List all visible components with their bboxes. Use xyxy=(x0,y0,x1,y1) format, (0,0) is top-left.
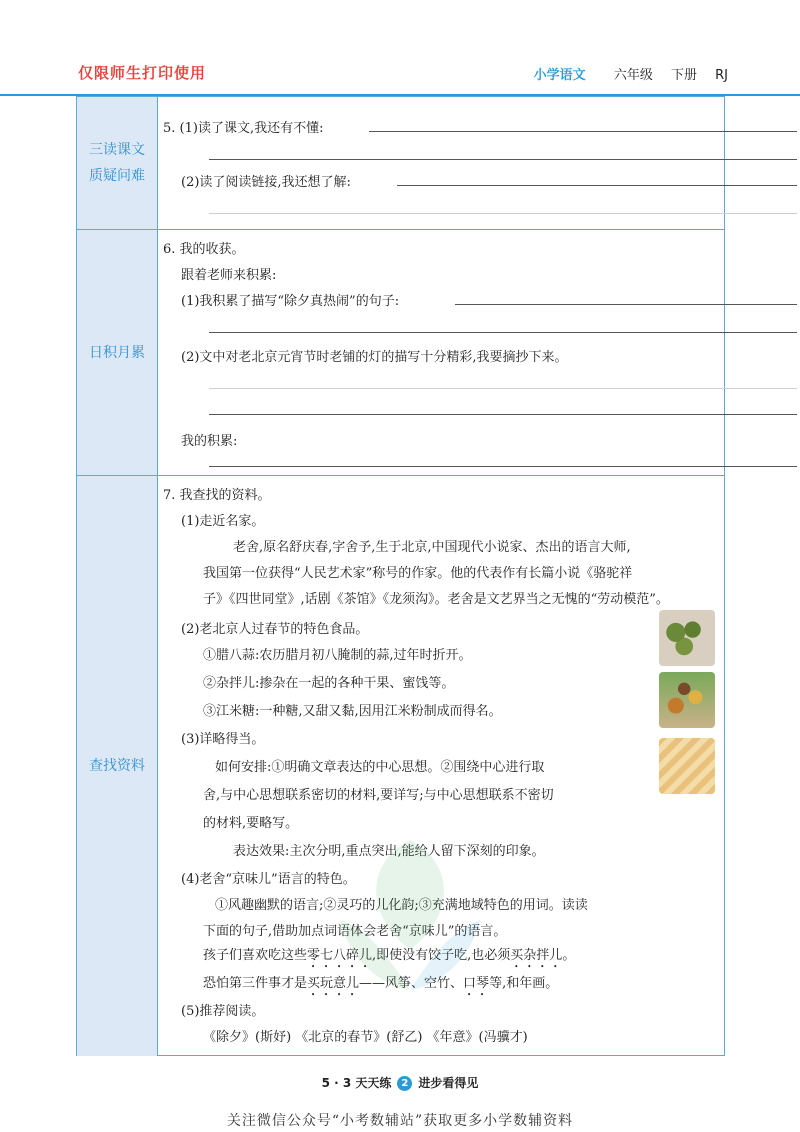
answer-line[interactable] xyxy=(397,185,797,186)
answer-line[interactable] xyxy=(209,388,797,389)
answer-line[interactable] xyxy=(209,159,797,160)
p2-item: ③江米糖:一种糖,又甜又黏,因用江米粉制成而得名。 xyxy=(203,704,502,719)
dotted-word: 买玩意儿 xyxy=(307,976,360,991)
label-line2: 质疑问难 xyxy=(89,168,145,184)
answer-line[interactable] xyxy=(369,131,797,132)
p4-text: 下面的句子,借助加点词语体会老舍“京味儿”的语言。 xyxy=(203,924,507,939)
section-questions xyxy=(77,97,724,229)
dotted-word: 零七八碎儿 xyxy=(307,948,373,963)
example-text: 恐怕第三件事才是 xyxy=(203,976,308,991)
q6-part2: (2)文中对老北京元宵节时老铺的灯的描写十分精彩,我要摘抄下来。 xyxy=(181,350,568,365)
edition-label: RJ xyxy=(715,68,728,83)
example-text: 。 xyxy=(562,948,576,963)
p2-item: ①腊八蒜:农历腊月初八腌制的蒜,过年时折开。 xyxy=(203,648,472,663)
q6-intro: 跟着老师来积累: xyxy=(181,268,277,283)
bottom-note: 关注微信公众号“小考数辅站”获取更多小学数辅资料 xyxy=(226,1113,574,1129)
section-label-research: 查找资料 xyxy=(77,476,158,1056)
p1-heading: (1)走近名家。 xyxy=(181,514,265,529)
term-label: 下册 xyxy=(670,68,697,83)
answer-line[interactable] xyxy=(209,466,797,467)
p1-text: 老舍,原名舒庆春,字舍予,生于北京,中国现代小说家、杰出的语言大师, xyxy=(233,540,631,555)
worksheet-table xyxy=(76,96,725,1056)
answer-line[interactable] xyxy=(209,213,797,214)
q6-part3: 我的积累: xyxy=(181,434,238,449)
example-text: ,即使没有饺子吃,也必须 xyxy=(372,948,511,963)
p4-example2 xyxy=(203,972,558,999)
answer-line[interactable] xyxy=(209,414,797,415)
p5-heading: (5)推荐阅读。 xyxy=(181,1004,265,1019)
zabanr-photo xyxy=(659,672,715,728)
section-label-questions xyxy=(77,97,158,229)
jiangmi-candy-photo xyxy=(659,738,715,794)
p4-text: ①风趣幽默的语言;②灵巧的儿化韵;③充满地域特色的用词。读读 xyxy=(215,898,588,913)
answer-line[interactable] xyxy=(209,332,797,333)
footer xyxy=(0,1074,800,1091)
section-accumulate xyxy=(77,229,724,476)
footer-right: 进步看得见 xyxy=(418,1076,479,1090)
p1-text: 子》《四世同堂》,话剧《茶馆》《龙须沟》。老舍是文艺界当之无愧的“劳动模范”。 xyxy=(203,592,669,607)
p3-text: 舍,与中心思想联系密切的材料,要详写;与中心思想联系不密切 xyxy=(203,788,554,803)
answer-line[interactable] xyxy=(455,304,797,305)
dotted-word: 口琴 xyxy=(463,976,490,991)
p3-text: 表达效果:主次分明,重点突出,能给人留下深刻的印象。 xyxy=(233,844,545,859)
grade-label: 六年级 xyxy=(613,68,653,83)
laba-garlic-photo xyxy=(659,610,715,666)
example-text: 孩子们喜欢吃这些 xyxy=(203,948,308,963)
page-badge: 2 xyxy=(397,1076,412,1091)
p5-books: 《除夕》(斯妤) 《北京的春节》(舒乙) 《年意》(冯骥才) xyxy=(203,1030,528,1045)
p2-heading: (2)老北京人过春节的特色食品。 xyxy=(181,622,369,637)
label-line1: 三读课文 xyxy=(89,142,145,158)
p3-text: 的材料,要略写。 xyxy=(203,816,299,831)
p2-item: ②杂拌儿:掺杂在一起的各种干果、蜜饯等。 xyxy=(203,676,455,691)
q6-part1: (1)我积累了描写“除夕真热闹”的句子: xyxy=(181,294,400,309)
subject-label: 小学语文 xyxy=(533,68,586,83)
example-text: 等,和年画。 xyxy=(489,976,559,991)
q5-part2: (2)读了阅读链接,我还想了解: xyxy=(181,175,351,190)
dotted-word: 买杂拌儿 xyxy=(510,948,563,963)
q6-title: 6. 我的收获。 xyxy=(163,242,245,257)
section-label-accumulate: 日积月累 xyxy=(77,230,158,476)
p1-text: 我国第一位获得“人民艺术家”称号的作家。他的代表作有长篇小说《骆驼祥 xyxy=(203,566,633,581)
p3-text: 如何安排:①明确文章表达的中心思想。②围绕中心进行取 xyxy=(215,760,545,775)
example-text: ——风筝、空竹、 xyxy=(359,976,464,991)
p3-heading: (3)详略得当。 xyxy=(181,732,265,747)
footer-left: 5 · 3 天天练 xyxy=(321,1076,392,1090)
print-notice: 仅限师生打印使用 xyxy=(78,64,207,82)
p4-heading: (4)老舍“京味儿”语言的特色。 xyxy=(181,872,356,887)
section-research xyxy=(77,475,724,1056)
q5-part1: 5. (1)读了课文,我还有不懂: xyxy=(163,121,324,136)
q7-title: 7. 我查找的资料。 xyxy=(163,488,271,503)
p4-example1 xyxy=(203,944,575,971)
book-info xyxy=(524,64,728,83)
